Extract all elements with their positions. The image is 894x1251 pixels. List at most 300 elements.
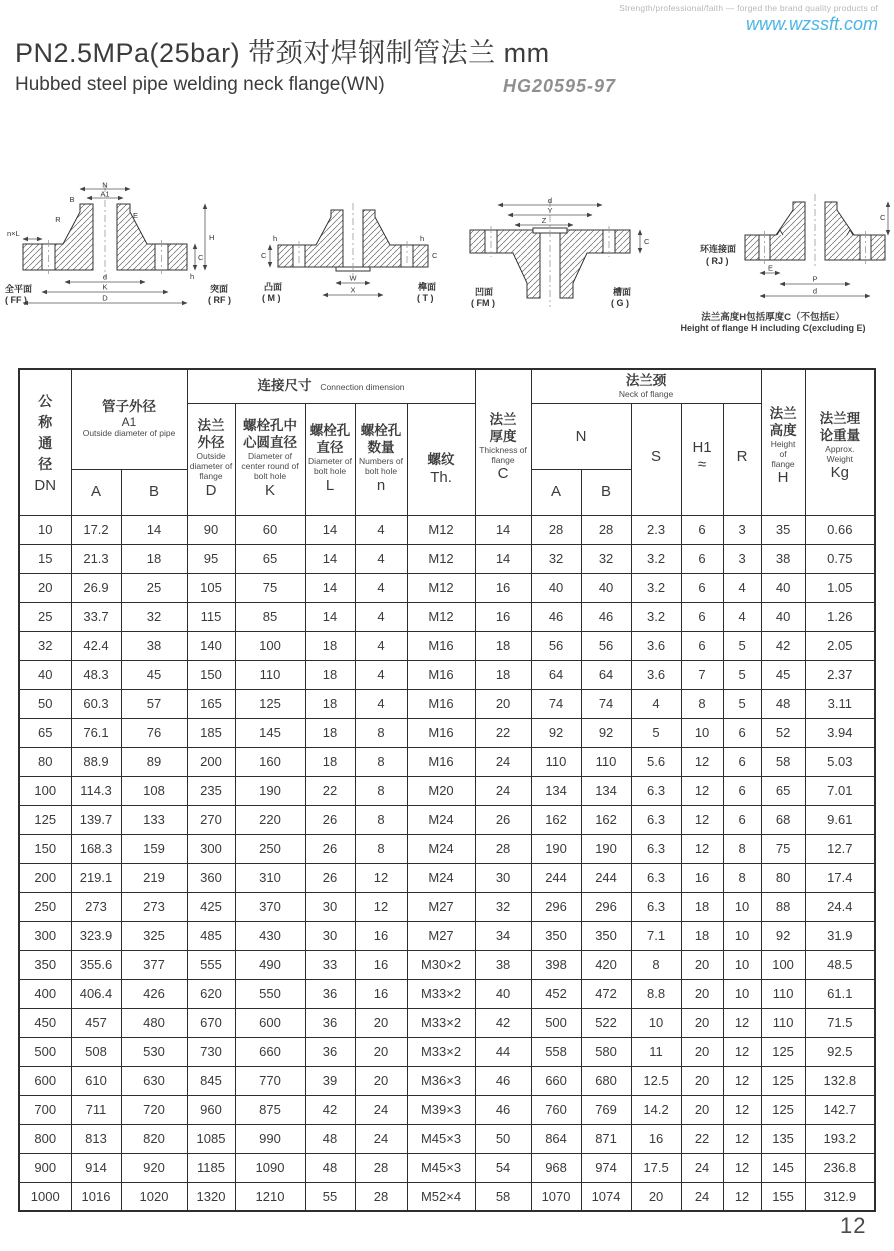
table-cell: 42: [475, 1008, 531, 1037]
dim-label-r: R: [55, 215, 61, 224]
table-cell: 452: [531, 979, 581, 1008]
table-cell: 65: [19, 718, 71, 747]
header-flange-od-sym: D: [205, 481, 217, 499]
table-cell: 12: [723, 1153, 761, 1182]
header-thickness-cn: 法兰厚度: [489, 412, 517, 444]
table-row: [19, 892, 875, 921]
table-cell: 20: [681, 1008, 723, 1037]
table-cell: 36: [305, 979, 355, 1008]
caption-m-cn: 凸面: [264, 282, 283, 292]
table-cell: 125: [19, 805, 71, 834]
table-cell: 312.9: [805, 1182, 875, 1211]
table-cell: 140: [187, 631, 235, 660]
table-cell: 1185: [187, 1153, 235, 1182]
table-row: [19, 1037, 875, 1066]
table-cell: 12: [723, 1037, 761, 1066]
dim-label-h-small: h: [190, 272, 195, 281]
table-cell: 700: [19, 1095, 71, 1124]
table-cell: 22: [475, 718, 531, 747]
table-cell: 5: [631, 718, 681, 747]
table-cell: 155: [761, 1182, 805, 1211]
table-cell: 500: [531, 1008, 581, 1037]
table-cell: 323.9: [71, 921, 121, 950]
table-cell: 64: [531, 660, 581, 689]
table-cell: 10: [681, 718, 723, 747]
table-cell: 159: [121, 834, 187, 863]
table-cell: 500: [19, 1037, 71, 1066]
table-cell: 3.11: [805, 689, 875, 718]
table-cell: 670: [187, 1008, 235, 1037]
table-cell: 92: [531, 718, 581, 747]
table-cell: M12: [407, 515, 475, 544]
table-cell: M12: [407, 602, 475, 631]
caption-rj-cn: 环连接面: [700, 244, 737, 254]
table-cell: 44: [475, 1037, 531, 1066]
table-cell: M27: [407, 892, 475, 921]
dim-label-d: d: [547, 196, 553, 205]
header-pipe-od-cn: 管子外径: [102, 399, 156, 415]
table-cell: 114.3: [71, 776, 121, 805]
table-cell: 40: [475, 979, 531, 1008]
table-cell: M33×2: [407, 1008, 475, 1037]
table-cell: 26: [475, 805, 531, 834]
table-cell: 40: [581, 573, 631, 602]
dim-label-d: d: [812, 286, 818, 296]
table-cell: 350: [19, 950, 71, 979]
header-neck-b: B: [581, 469, 631, 515]
table-cell: 134: [581, 776, 631, 805]
table-cell: 770: [235, 1066, 305, 1095]
table-cell: 26: [305, 863, 355, 892]
table-cell: 2.05: [805, 631, 875, 660]
website-link[interactable]: www.wzssft.com: [745, 14, 878, 34]
table-cell: 1320: [187, 1182, 235, 1211]
table-cell: 3.6: [631, 631, 681, 660]
diagram-note-en: Height of flange H including C(excluding E): [680, 323, 866, 333]
table-cell: 273: [71, 892, 121, 921]
table-cell: 33: [305, 950, 355, 979]
table-cell: 1074: [581, 1182, 631, 1211]
table-cell: 58: [761, 747, 805, 776]
table-cell: 60.3: [71, 689, 121, 718]
table-cell: 85: [235, 602, 305, 631]
table-cell: 555: [187, 950, 235, 979]
table-cell: 350: [531, 921, 581, 950]
table-cell: 8: [723, 863, 761, 892]
table-cell: 1085: [187, 1124, 235, 1153]
dim-label-c: C: [261, 251, 267, 260]
table-cell: 610: [71, 1066, 121, 1095]
table-cell: 4: [355, 631, 407, 660]
table-cell: 50: [19, 689, 71, 718]
table-cell: 845: [187, 1066, 235, 1095]
table-cell: 250: [235, 834, 305, 863]
table-cell: 472: [581, 979, 631, 1008]
header-connection-en: Connection dimension: [320, 382, 405, 393]
table-cell: 20: [475, 689, 531, 718]
table-cell: 16: [355, 950, 407, 979]
dim-label-w: W: [349, 273, 357, 283]
table-cell: 273: [121, 892, 187, 921]
table-cell: 61.1: [805, 979, 875, 1008]
table-cell: 800: [19, 1124, 71, 1153]
table-cell: 8: [355, 718, 407, 747]
table-cell: 14: [121, 515, 187, 544]
table-cell: 200: [187, 747, 235, 776]
caption-g-cn: 槽面: [613, 287, 632, 297]
table-cell: 900: [19, 1153, 71, 1182]
table-cell: M36×3: [407, 1066, 475, 1095]
header-dn-cn: 公称通径: [38, 392, 53, 472]
header-connection: [187, 369, 475, 403]
header-weight-en: Approx. Weight: [825, 443, 855, 464]
table-cell: 360: [187, 863, 235, 892]
table-cell: 300: [19, 921, 71, 950]
table-cell: 6.3: [631, 892, 681, 921]
table-cell: 150: [19, 834, 71, 863]
table-row: [19, 863, 875, 892]
header-pipe-od: [71, 369, 187, 469]
table-cell: 17.4: [805, 863, 875, 892]
table-cell: 8: [681, 689, 723, 718]
table-cell: 46: [475, 1095, 531, 1124]
table-cell: 485: [187, 921, 235, 950]
table-cell: M52×4: [407, 1182, 475, 1211]
table-cell: 660: [235, 1037, 305, 1066]
table-cell: 150: [187, 660, 235, 689]
table-cell: 914: [71, 1153, 121, 1182]
table-cell: 6: [681, 544, 723, 573]
caption-t-en: ( T ): [417, 293, 434, 303]
flange-diagram-rj: [700, 190, 890, 305]
table-cell: 2.3: [631, 515, 681, 544]
flange-spec-table: [18, 368, 876, 1212]
table-cell: 6.3: [631, 805, 681, 834]
header-weight-sym: Kg: [830, 464, 849, 482]
table-cell: M33×2: [407, 1037, 475, 1066]
table-cell: 145: [761, 1153, 805, 1182]
page-title: PN2.5MPa(25bar) 带颈对焊钢制管法兰 mm: [15, 38, 550, 68]
table-cell: 108: [121, 776, 187, 805]
dim-label-e: E: [133, 211, 139, 220]
table-cell: 3.2: [631, 602, 681, 631]
table-cell: 0.75: [805, 544, 875, 573]
table-cell: 28: [475, 834, 531, 863]
table-cell: 18: [681, 921, 723, 950]
table-cell: M16: [407, 631, 475, 660]
header-dn-sym: DN: [34, 476, 57, 494]
table-cell: 14.2: [631, 1095, 681, 1124]
table-cell: 12: [355, 892, 407, 921]
table-cell: 711: [71, 1095, 121, 1124]
table-cell: 16: [475, 573, 531, 602]
table-cell: 48: [761, 689, 805, 718]
table-cell: 4: [723, 573, 761, 602]
table-cell: 457: [71, 1008, 121, 1037]
table-cell: 16: [355, 979, 407, 1008]
header-bolt-hole-dia-cn: 螺栓孔直径: [309, 423, 351, 456]
table-cell: M16: [407, 747, 475, 776]
table-cell: M45×3: [407, 1124, 475, 1153]
header-bolt-hole-dia: [305, 403, 355, 515]
table-cell: 24: [475, 776, 531, 805]
table-cell: 2.37: [805, 660, 875, 689]
header-height-cn: 法兰高度: [769, 406, 797, 439]
table-cell: 125: [761, 1095, 805, 1124]
table-cell: 6: [723, 805, 761, 834]
header-neck-en: Neck of flange: [618, 388, 674, 399]
table-cell: 5.03: [805, 747, 875, 776]
header-neck-s: [631, 403, 681, 515]
table-cell: 600: [235, 1008, 305, 1037]
table-cell: 30: [305, 921, 355, 950]
header-thickness-sym: C: [497, 465, 509, 483]
table-cell: 20: [681, 950, 723, 979]
table-cell: 4: [723, 602, 761, 631]
table-cell: 990: [235, 1124, 305, 1153]
table-cell: 296: [581, 892, 631, 921]
table-cell: 406.4: [71, 979, 121, 1008]
table-cell: 100: [19, 776, 71, 805]
table-cell: 300: [187, 834, 235, 863]
table-cell: 135: [761, 1124, 805, 1153]
page-subtitle: Hubbed steel pipe welding neck flange(WN): [15, 74, 385, 95]
table-row: [19, 1182, 875, 1211]
caption-m-en: ( M ): [262, 293, 281, 303]
table-cell: 4: [355, 689, 407, 718]
table-cell: 6: [723, 776, 761, 805]
table-cell: M12: [407, 544, 475, 573]
table-cell: 6: [681, 515, 723, 544]
header-neck-cn: 法兰颈: [625, 372, 667, 388]
table-cell: 100: [235, 631, 305, 660]
table-row: [19, 718, 875, 747]
table-cell: 20: [631, 1182, 681, 1211]
table-cell: 50: [475, 1124, 531, 1153]
header-pipe-od-sub: A1: [121, 415, 137, 430]
table-cell: 16: [355, 921, 407, 950]
table-cell: 8: [723, 834, 761, 863]
table-cell: 370: [235, 892, 305, 921]
table-cell: M24: [407, 805, 475, 834]
table-cell: 558: [531, 1037, 581, 1066]
header-thread-cn: 螺纹: [427, 452, 455, 468]
table-cell: 95: [187, 544, 235, 573]
table-cell: 730: [187, 1037, 235, 1066]
header-bolt-count-cn: 螺栓孔数量: [360, 423, 402, 456]
header-thickness-en: Thickness of flange: [479, 444, 527, 465]
table-cell: 32: [475, 892, 531, 921]
dim-label-h2: h: [420, 234, 425, 243]
table-cell: 125: [761, 1066, 805, 1095]
table-cell: 165: [187, 689, 235, 718]
table-cell: 80: [19, 747, 71, 776]
header-bolt-circle-en: Diameter of center round of bolt hole: [241, 451, 299, 481]
header-height: [761, 369, 805, 515]
page-number: 12: [840, 1213, 867, 1238]
table-cell: 32: [581, 544, 631, 573]
table-cell: 12: [681, 805, 723, 834]
table-row: [19, 805, 875, 834]
table-cell: 8: [355, 747, 407, 776]
caption-t-cn: 榫面: [418, 282, 437, 292]
table-row: [19, 602, 875, 631]
table-cell: 8.8: [631, 979, 681, 1008]
table-cell: 14: [305, 602, 355, 631]
table-cell: 36: [305, 1037, 355, 1066]
table-cell: 22: [305, 776, 355, 805]
table-cell: 71.5: [805, 1008, 875, 1037]
caption-rf-cn: 突面: [210, 284, 229, 294]
table-cell: 160: [235, 747, 305, 776]
table-cell: 17.2: [71, 515, 121, 544]
table-cell: M12: [407, 573, 475, 602]
table-cell: 38: [121, 631, 187, 660]
table-cell: M27: [407, 921, 475, 950]
table-cell: 28: [355, 1153, 407, 1182]
header-neck-r-sym: R: [736, 447, 748, 465]
table-cell: 490: [235, 950, 305, 979]
header-neck-h1-sym: H1: [692, 439, 712, 456]
table-cell: 32: [121, 602, 187, 631]
table-cell: 75: [235, 573, 305, 602]
table-cell: 30: [475, 863, 531, 892]
table-cell: 55: [305, 1182, 355, 1211]
table-row: [19, 689, 875, 718]
header-height-en: Height of flange: [770, 438, 796, 469]
table-cell: 3.2: [631, 573, 681, 602]
table-cell: 20: [355, 1037, 407, 1066]
table-cell: 235: [187, 776, 235, 805]
table-row: [19, 979, 875, 1008]
table-cell: 38: [475, 950, 531, 979]
table-cell: 42: [305, 1095, 355, 1124]
table-cell: 1020: [121, 1182, 187, 1211]
diagram-note: [652, 309, 894, 333]
table-cell: 39: [305, 1066, 355, 1095]
header-dn: [19, 369, 71, 515]
table-cell: 80: [761, 863, 805, 892]
table-row: [19, 747, 875, 776]
dim-label-h: h: [273, 234, 278, 243]
table-cell: 630: [121, 1066, 187, 1095]
table-cell: 6.3: [631, 863, 681, 892]
table-row: [19, 1008, 875, 1037]
table-cell: 89: [121, 747, 187, 776]
table-cell: 7.1: [631, 921, 681, 950]
table-cell: 20: [681, 1066, 723, 1095]
table-cell: 5: [723, 631, 761, 660]
table-cell: 4: [355, 573, 407, 602]
table-cell: 420: [581, 950, 631, 979]
table-cell: 18: [305, 689, 355, 718]
table-cell: 426: [121, 979, 187, 1008]
table-cell: 20: [681, 1037, 723, 1066]
table-row: [19, 1153, 875, 1182]
table-cell: 16: [631, 1124, 681, 1153]
table-cell: 11: [631, 1037, 681, 1066]
table-cell: 28: [531, 515, 581, 544]
table-cell: 4: [631, 689, 681, 718]
table-cell: 57: [121, 689, 187, 718]
table-cell: 219: [121, 863, 187, 892]
diagram-note-cn: 法兰高度H包括厚度C（不包括E）: [701, 312, 845, 323]
table-cell: 10: [631, 1008, 681, 1037]
table-cell: 522: [581, 1008, 631, 1037]
table-cell: 110: [581, 747, 631, 776]
table-cell: 10: [723, 892, 761, 921]
table-cell: 968: [531, 1153, 581, 1182]
table-cell: 1090: [235, 1153, 305, 1182]
table-cell: 18: [121, 544, 187, 573]
table-row: [19, 834, 875, 863]
table-cell: 25: [121, 573, 187, 602]
table-cell: 74: [531, 689, 581, 718]
table-cell: 132.8: [805, 1066, 875, 1095]
table-row: [19, 631, 875, 660]
table-cell: 12: [723, 1008, 761, 1037]
header-neck-h1: [681, 403, 723, 515]
table-cell: 1.26: [805, 602, 875, 631]
table-cell: 355.6: [71, 950, 121, 979]
table-cell: 125: [235, 689, 305, 718]
table-cell: 40: [531, 573, 581, 602]
table-cell: 28: [581, 515, 631, 544]
header-neck-h1-approx: ≈: [697, 456, 707, 473]
table-cell: 530: [121, 1037, 187, 1066]
table-cell: M20: [407, 776, 475, 805]
table-cell: 88: [761, 892, 805, 921]
table-cell: 6: [723, 747, 761, 776]
table-cell: 8: [355, 776, 407, 805]
dim-label-k: K: [102, 282, 108, 292]
header-thread-sym: Th.: [430, 468, 452, 486]
table-cell: 3.2: [631, 544, 681, 573]
table-cell: M24: [407, 863, 475, 892]
table-cell: 6.3: [631, 776, 681, 805]
table-cell: 244: [581, 863, 631, 892]
header-bolt-circle-sym: K: [265, 481, 276, 499]
table-cell: 18: [305, 747, 355, 776]
dim-label-a1: A1: [100, 189, 110, 199]
header-connection-cn: 连接尺寸: [257, 378, 312, 394]
table-cell: 620: [187, 979, 235, 1008]
table-cell: M30×2: [407, 950, 475, 979]
dim-label-n: N: [102, 182, 108, 190]
table-cell: 12: [723, 1066, 761, 1095]
table-cell: 18: [681, 892, 723, 921]
table-cell: 38: [761, 544, 805, 573]
table-cell: 46: [581, 602, 631, 631]
table-cell: 236.8: [805, 1153, 875, 1182]
table-cell: 26: [305, 834, 355, 863]
table-cell: 65: [235, 544, 305, 573]
table-cell: 580: [581, 1037, 631, 1066]
table-cell: 10: [723, 979, 761, 1008]
table-cell: 65: [761, 776, 805, 805]
flange-diagram-m-t: [248, 195, 448, 310]
header-height-sym: H: [777, 469, 789, 487]
header-bolt-count: [355, 403, 407, 515]
table-cell: 110: [531, 747, 581, 776]
table-cell: 105: [187, 573, 235, 602]
dim-label-c: C: [644, 237, 650, 246]
caption-rj-en: ( RJ ): [706, 256, 729, 266]
table-cell: 190: [235, 776, 305, 805]
table-cell: 220: [235, 805, 305, 834]
table-cell: 40: [761, 573, 805, 602]
table-cell: 92: [761, 921, 805, 950]
